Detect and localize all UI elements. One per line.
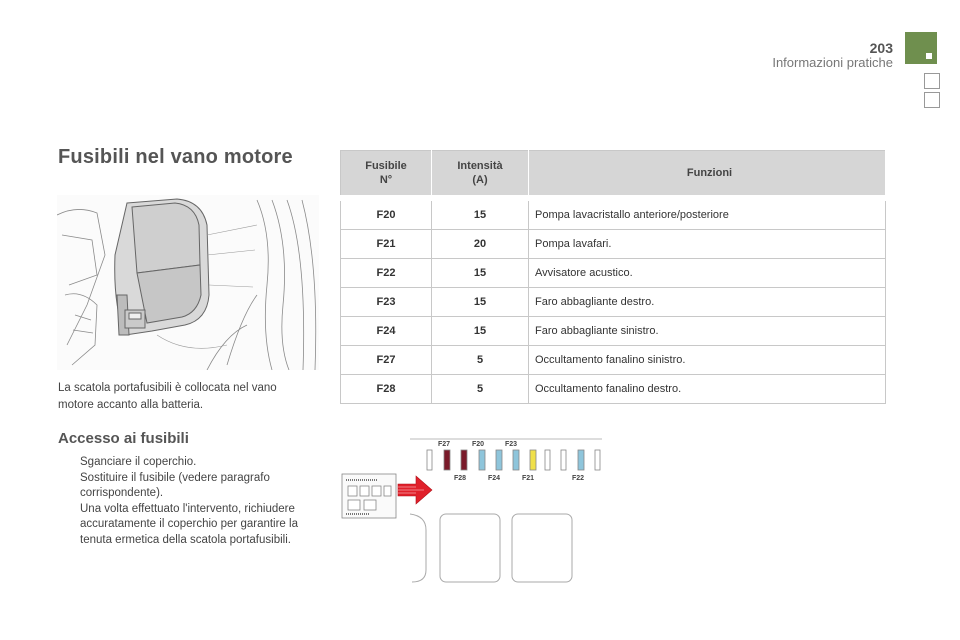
table-row — [341, 346, 886, 375]
table-row — [341, 317, 886, 346]
fuse-number: F24 — [341, 317, 432, 346]
fuse-f23 — [513, 450, 519, 470]
fuse-function: Avvisatore acustico. — [529, 259, 886, 288]
fuse-amperage: 15 — [432, 288, 529, 317]
column-header-amperage: Intensità (A) — [432, 151, 529, 199]
arrow-right-icon — [398, 476, 432, 504]
table-row — [341, 288, 886, 317]
list-item — [58, 455, 323, 471]
fuse-number: F21 — [341, 230, 432, 259]
fuse-function: Pompa lavacristallo anteriore/posteriore — [529, 198, 886, 230]
fuse-label-f27: F27 — [438, 441, 451, 448]
table-row — [341, 230, 886, 259]
fuse-amperage: 15 — [432, 317, 529, 346]
fuse-label-f21: F21 — [522, 475, 535, 482]
section-title: Informazioni pratiche — [772, 55, 893, 70]
section-heading: Accesso ai fusibili — [58, 430, 189, 447]
fuse-slot — [595, 450, 600, 470]
fuse-label-f22: F22 — [572, 475, 585, 482]
fuse-table — [340, 150, 886, 404]
fuse-slot — [545, 450, 550, 470]
square-icon — [926, 53, 932, 59]
fuse-number: F28 — [341, 375, 432, 404]
fuse-f28 — [461, 450, 467, 470]
fuse-amperage: 5 — [432, 346, 529, 375]
fuse-f24 — [496, 450, 502, 470]
intro-paragraph: La scatola portafusibili è collocata nel vano motore accanto alla batteria. — [58, 382, 277, 411]
fuse-amperage: 15 — [432, 198, 529, 230]
chapter-tab-active[interactable] — [905, 32, 937, 64]
fuse-label-f24: F24 — [488, 475, 501, 482]
table-row — [341, 259, 886, 288]
fuse-function: Pompa lavafari. — [529, 230, 886, 259]
fuse-number: F27 — [341, 346, 432, 375]
fuse-amperage: 5 — [432, 375, 529, 404]
table-row — [341, 375, 886, 404]
fuse-label-f20: F20 — [472, 441, 485, 448]
page-number: 203 — [869, 40, 893, 56]
fuse-number: F20 — [341, 198, 432, 230]
fuse-label-f23: F23 — [505, 441, 518, 448]
table-row — [341, 198, 886, 230]
engine-bay-illustration — [57, 195, 319, 370]
steps-list — [58, 455, 323, 548]
fuse-box-drawing — [340, 430, 610, 590]
fuse-slot — [427, 450, 432, 470]
table-header-row — [341, 151, 886, 199]
fuse-function: Faro abbagliante destro. — [529, 288, 886, 317]
column-header-functions: Funzioni — [529, 151, 886, 199]
fuse-f21 — [530, 450, 536, 470]
fuse-f27 — [444, 450, 450, 470]
fuse-slot — [561, 450, 566, 470]
fuse-amperage: 15 — [432, 259, 529, 288]
fuse-number: F22 — [341, 259, 432, 288]
fuse-f20 — [479, 450, 485, 470]
step-text: Sganciare il coperchio. — [80, 456, 197, 468]
chapter-tab[interactable] — [924, 73, 940, 89]
fuse-amperage: 20 — [432, 230, 529, 259]
engine-bay-drawing — [57, 195, 319, 370]
fuse-number: F23 — [341, 288, 432, 317]
step-text: Sostituire il fusibile (vedere paragrafo corrispondente). — [80, 471, 270, 499]
list-item — [58, 502, 323, 549]
chapter-tab[interactable] — [924, 92, 940, 108]
fuse-f22 — [578, 450, 584, 470]
fuse-label-f28: F28 — [454, 475, 467, 482]
fuse-function: Occultamento fanalino destro. — [529, 375, 886, 404]
step-text: Una volta effettuato l'intervento, richiudere accuratamente il coperchio per garantire la tenuta ermetica della scatola portafusibili. — [80, 502, 298, 546]
page-title: Fusibili nel vano motore — [58, 146, 293, 168]
fuse-function: Faro abbagliante sinistro. — [529, 317, 886, 346]
fuse-function: Occultamento fanalino sinistro. — [529, 346, 886, 375]
list-item — [58, 471, 323, 502]
fuse-box-diagram — [340, 430, 610, 590]
column-header-fuse: Fusibile N° — [341, 151, 432, 199]
